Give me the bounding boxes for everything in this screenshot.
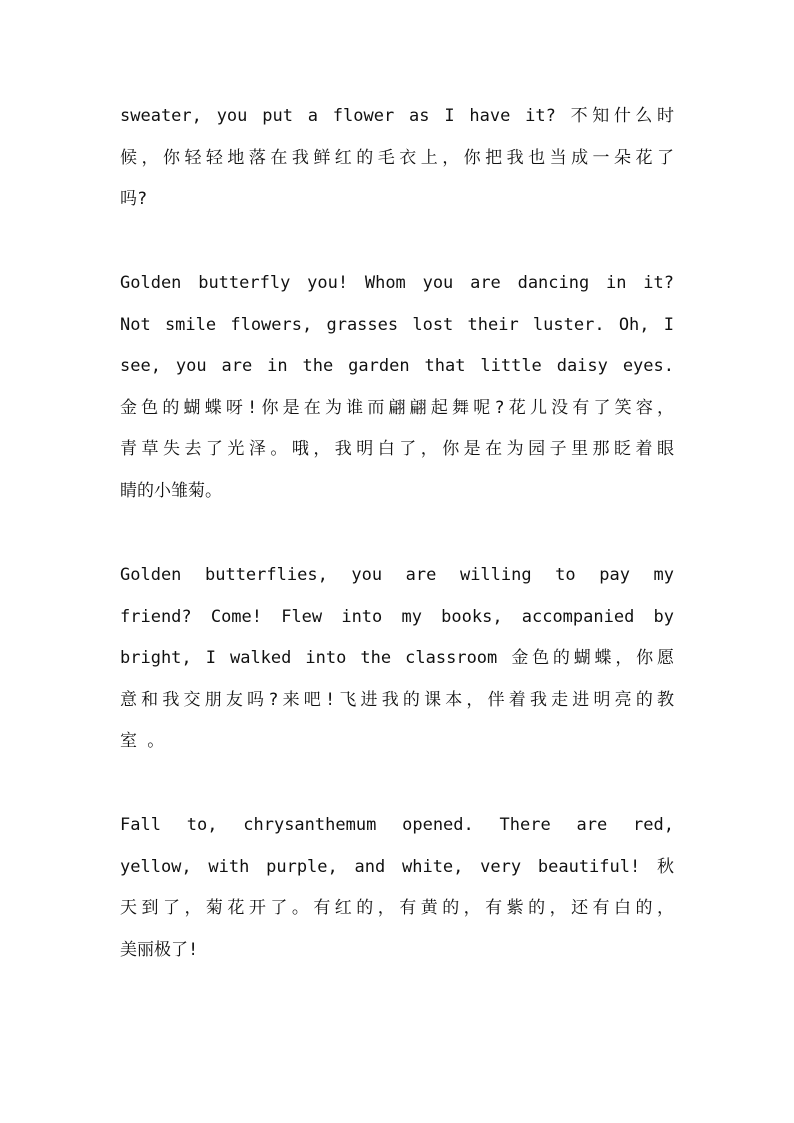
paragraph-line: 候，你轻轻地落在我鲜红的毛衣上，你把我也当成一朵花了: [120, 147, 674, 168]
paragraph-line: friend? Come! Flew into my books, accompanied by: [120, 606, 674, 627]
paragraph-line: Golden butterflies, you are willing to pay my: [120, 565, 674, 585]
paragraph-line: 意和我交朋友吗?来吧!飞进我的课本，伴着我走进明亮的教: [120, 689, 674, 710]
paragraph-2: [120, 263, 674, 513]
paragraph-line: 吗?: [120, 189, 148, 210]
paragraph-line: Not smile flowers, grasses lost their luster. Oh, I: [120, 314, 674, 335]
paragraph-line: yellow, with purple, and white, very beautiful! 秋: [120, 856, 674, 877]
paragraph-line: Golden butterfly you! Whom you are dancing in it?: [120, 273, 674, 293]
paragraph-line: bright, I walked into the classroom 金色的蝴蝶，你愿: [120, 648, 674, 669]
paragraph-line: 室 。: [120, 731, 165, 752]
paragraph-line: 美丽极了!: [120, 939, 199, 960]
paragraph-line: 天到了，菊花开了。有红的，有黄的，有紫的，还有白的，: [120, 898, 674, 919]
paragraph-line: 金色的蝴蝶呀!你是在为谁而翩翩起舞呢?花儿没有了笑容，: [120, 397, 674, 418]
paragraph-line: Fall to, chrysanthemum opened. There are red,: [120, 815, 674, 835]
paragraph-line: 青草失去了光泽。哦，我明白了，你是在为园子里那眨着眼: [120, 439, 674, 460]
paragraph-4: [120, 805, 674, 971]
paragraph-3: [120, 555, 674, 763]
paragraph-1: [120, 96, 674, 221]
paragraph-line: see, you are in the garden that little daisy eyes.: [120, 356, 674, 377]
paragraph-line: sweater, you put a flower as I have it? 不知什么时: [120, 106, 674, 126]
paragraph-line: 睛的小雏菊。: [120, 480, 222, 501]
